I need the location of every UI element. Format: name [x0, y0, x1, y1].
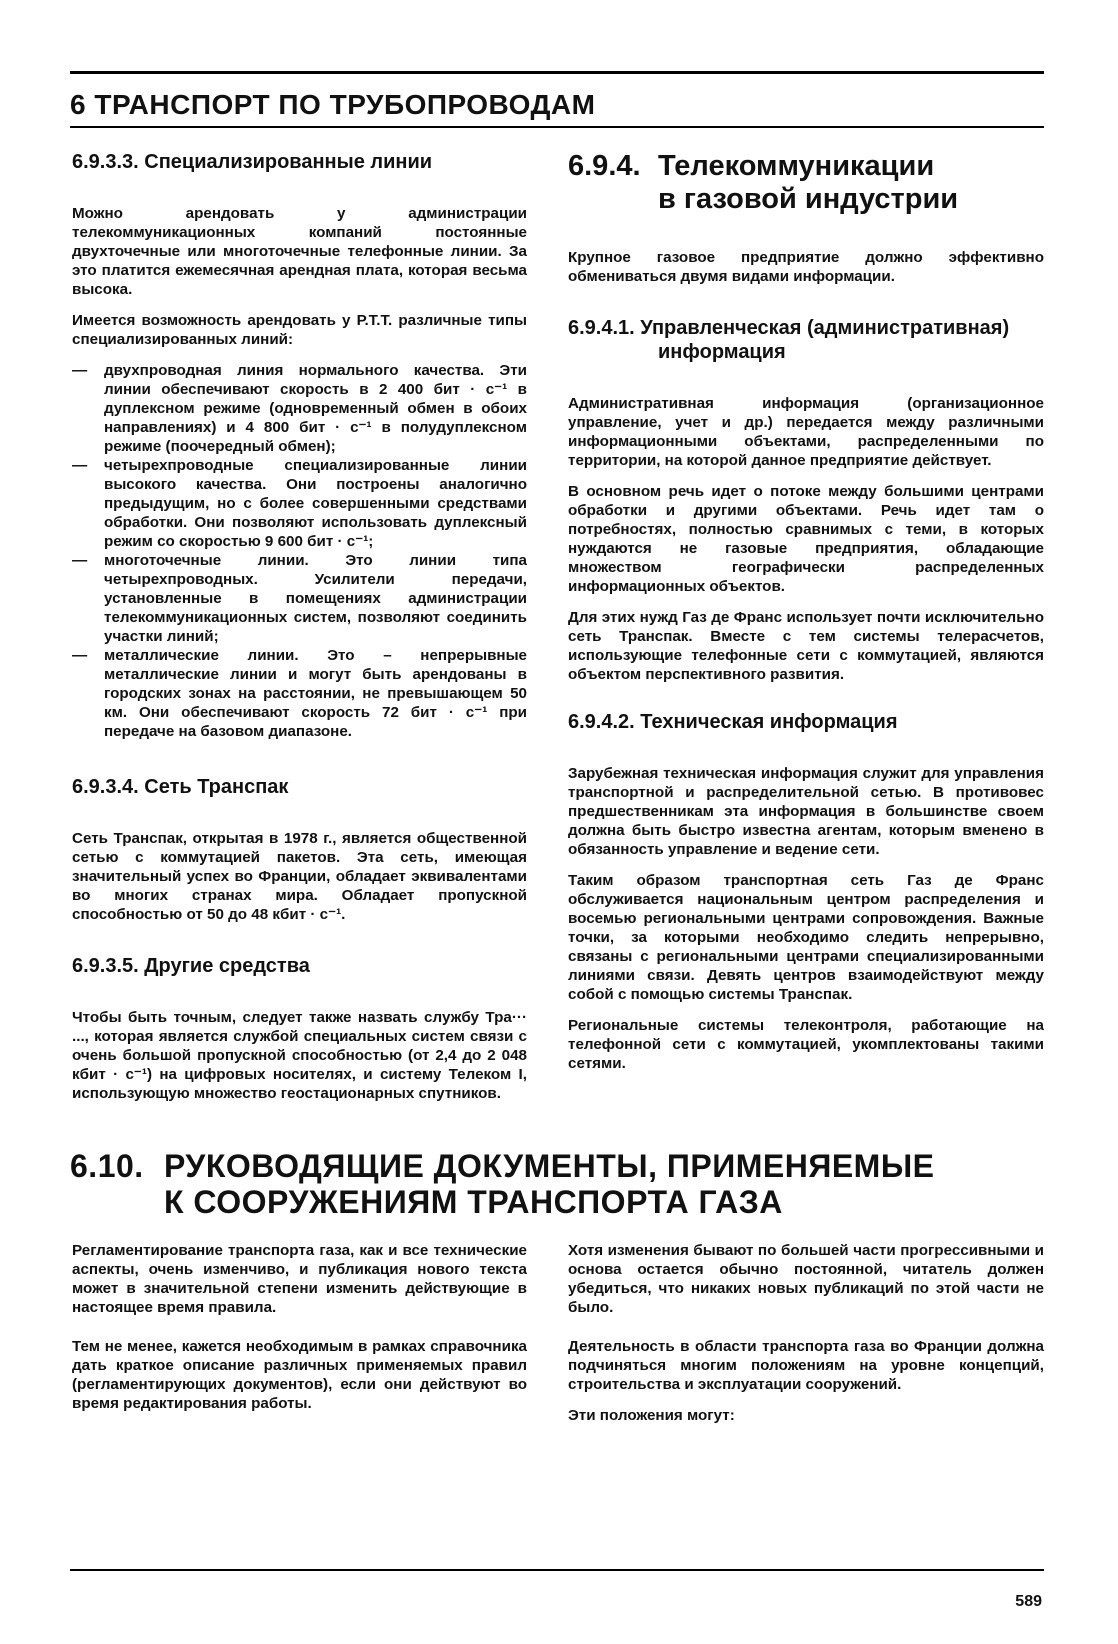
header-top-rule: [70, 71, 1044, 74]
paragraph: Можно арендовать у администрации телекоммуникационных компаний постоянные двухточечные или многоточечные телефонные линии. За это платится ежемесячная арендная плата, которая весьма высока.: [72, 205, 527, 298]
section-title-line2: К СООРУЖЕНИЯМ ТРАНСПОРТА ГАЗА: [164, 1184, 783, 1220]
paragraph: Тем не менее, кажется необходимым в рамках справочника дать краткое описание различных применяемых правил (регламентирующих документов), если они действуют во время редактирования работы.: [72, 1338, 527, 1412]
section-title-6-9-4: [568, 150, 1044, 216]
paragraph: В основном речь идет о потоке между большими центрами обработки и другими объектами. Речь идет там о потребностях, полностью сравнимых с теми, в которых нуждаются не газовые предприятия, обладающие множеством географически распределенных информационных объектов.: [568, 483, 1044, 595]
list-item: — четырехпроводные специализированные линии высокого качества. Они построены аналогично предыдущим, но с более совершенными средствами обработки. Они позволяют использовать дуплексный режим со скоростью 9 600 бит · с⁻¹;: [72, 456, 527, 551]
section-title-6-9-3-4: 6.9.3.4. Сеть Транспак: [72, 776, 289, 798]
section-title-line1: РУКОВОДЯЩИЕ ДОКУМЕНТЫ, ПРИМЕНЯЕМЫЕ: [164, 1148, 935, 1184]
paragraph: Хотя изменения бывают по большей части прогрессивными и основа остается обычно постоянной, читатель должен убедиться, что никаких новых публикаций по этой части не было.: [568, 1242, 1044, 1316]
line-types-list: [72, 361, 527, 741]
section-title-6-9-3-3: 6.9.3.3. Специализированные линии: [72, 151, 433, 173]
chapter-title: 6 ТРАНСПОРТ ПО ТРУБОПРОВОДАМ: [70, 89, 596, 120]
left-column: [72, 150, 527, 1115]
paragraph: Чтобы быть точным, следует также назвать службу Тра··· ..., которая является службой специальных систем связи с очень большой пропускной способностью (от 2,4 до 2 048 кбит · с⁻¹) на цифровых носителях, и систему Телеком I, использующую множество геостационарных спутников.: [72, 1009, 527, 1102]
footer-rule: [70, 1569, 1044, 1571]
section-title-6-10: [70, 1148, 934, 1220]
paragraph: Таким образом транспортная сеть Газ де Франс обслуживается национальным центром распределения и восемью региональными центрами сопровождения. Важные точки, за которыми необходимо следить непрерывно, связаны с региональными центрами специализированными линиями связи. Девять центров взаимодействуют между собой с помощью системы Транспак.: [568, 872, 1044, 1003]
section-title-line2: в газовой индустрии: [658, 183, 959, 215]
section-6-10-right: [568, 1241, 1044, 1437]
page-number: 589: [1015, 1593, 1042, 1610]
section-number: 6.9.4.: [568, 150, 641, 182]
section-title-6-9-3-5: 6.9.3.5. Другие средства: [72, 955, 310, 977]
paragraph: Крупное газовое предприятие должно эффективно обмениваться двумя видами информации.: [568, 249, 1044, 285]
paragraph: Административная информация (организационное управление, учет и др.) передается между различными информационными объектами, распределенными по территории, на которой данное предприятие действует.: [568, 395, 1044, 469]
list-item: — многоточечные линии. Это линии типа четырехпроводных. Усилители передачи, установленные в помещениях администрации телекоммуникационных систем, позволяют соединить участки линий;: [72, 551, 527, 646]
right-column: [568, 150, 1044, 1085]
paragraph: Сеть Транспак, открытая в 1978 г., является общественной сетью с коммутацией пакетов. Эта сеть, имеющая значительный успех во Франции, обладает эквивалентами во многих странах мира. Обладает пропускной способностью от 50 до 48 кбит · с⁻¹.: [72, 830, 527, 923]
section-number: 6.10.: [70, 1148, 144, 1184]
section-title-6-9-4-1: 6.9.4.1. Управленческая (административная) информация: [568, 317, 1010, 363]
header-bottom-rule: [70, 126, 1044, 128]
section-title-6-9-4-2: 6.9.4.2. Техническая информация: [568, 711, 898, 733]
paragraph: Региональные системы телеконтроля, работающие на телефонной сети с коммутацией, укомплектованы такими сетями.: [568, 1017, 1044, 1072]
list-item: — металлические линии. Это – непрерывные металлические линии и могут быть арендованы в городских зонах на расстоянии, не превышающем 50 км. Они обеспечивают скорость 72 бит · с⁻¹ при передаче на базовом диапазоне.: [72, 646, 527, 741]
section-title-line1: Телекоммуникации: [658, 150, 935, 182]
paragraph: Деятельность в области транспорта газа во Франции должна подчиняться многим положениям на уровне концепций, строительства и эксплуатации сооружений.: [568, 1338, 1044, 1393]
paragraph: Имеется возможность арендовать у Р.Т.Т. различные типы специализированных линий:: [72, 312, 527, 348]
paragraph: Регламентирование транспорта газа, как и все технические аспекты, очень изменчиво, и публикация нового текста может в значительной степени изменить действующие в настоящее время правила.: [72, 1242, 527, 1316]
list-item: — двухпроводная линия нормального качества. Эти линии обеспечивают скорость в 2 400 бит · с⁻¹ в дуплексном режиме (одновременный обмен в обоих направлениях) и 4 800 бит · с⁻¹ в полудуплексном режиме (поочередный обмен);: [72, 361, 527, 456]
paragraph: Эти положения могут:: [568, 1407, 735, 1424]
section-6-10-left: [72, 1241, 527, 1425]
paragraph: Для этих нужд Газ де Франс использует почти исключительно сеть Транспак. Вместе с тем системы телерасчетов, использующие телефонные сети с коммутацией, являются объектом перспективного развития.: [568, 609, 1044, 683]
paragraph: Зарубежная техническая информация служит для управления транспортной и распределительной сетью. В противовес предшественникам эта информация в большинстве своем должна быть быстро известна агентам, которым вменено в обязанность управление и ведение сети.: [568, 765, 1044, 858]
